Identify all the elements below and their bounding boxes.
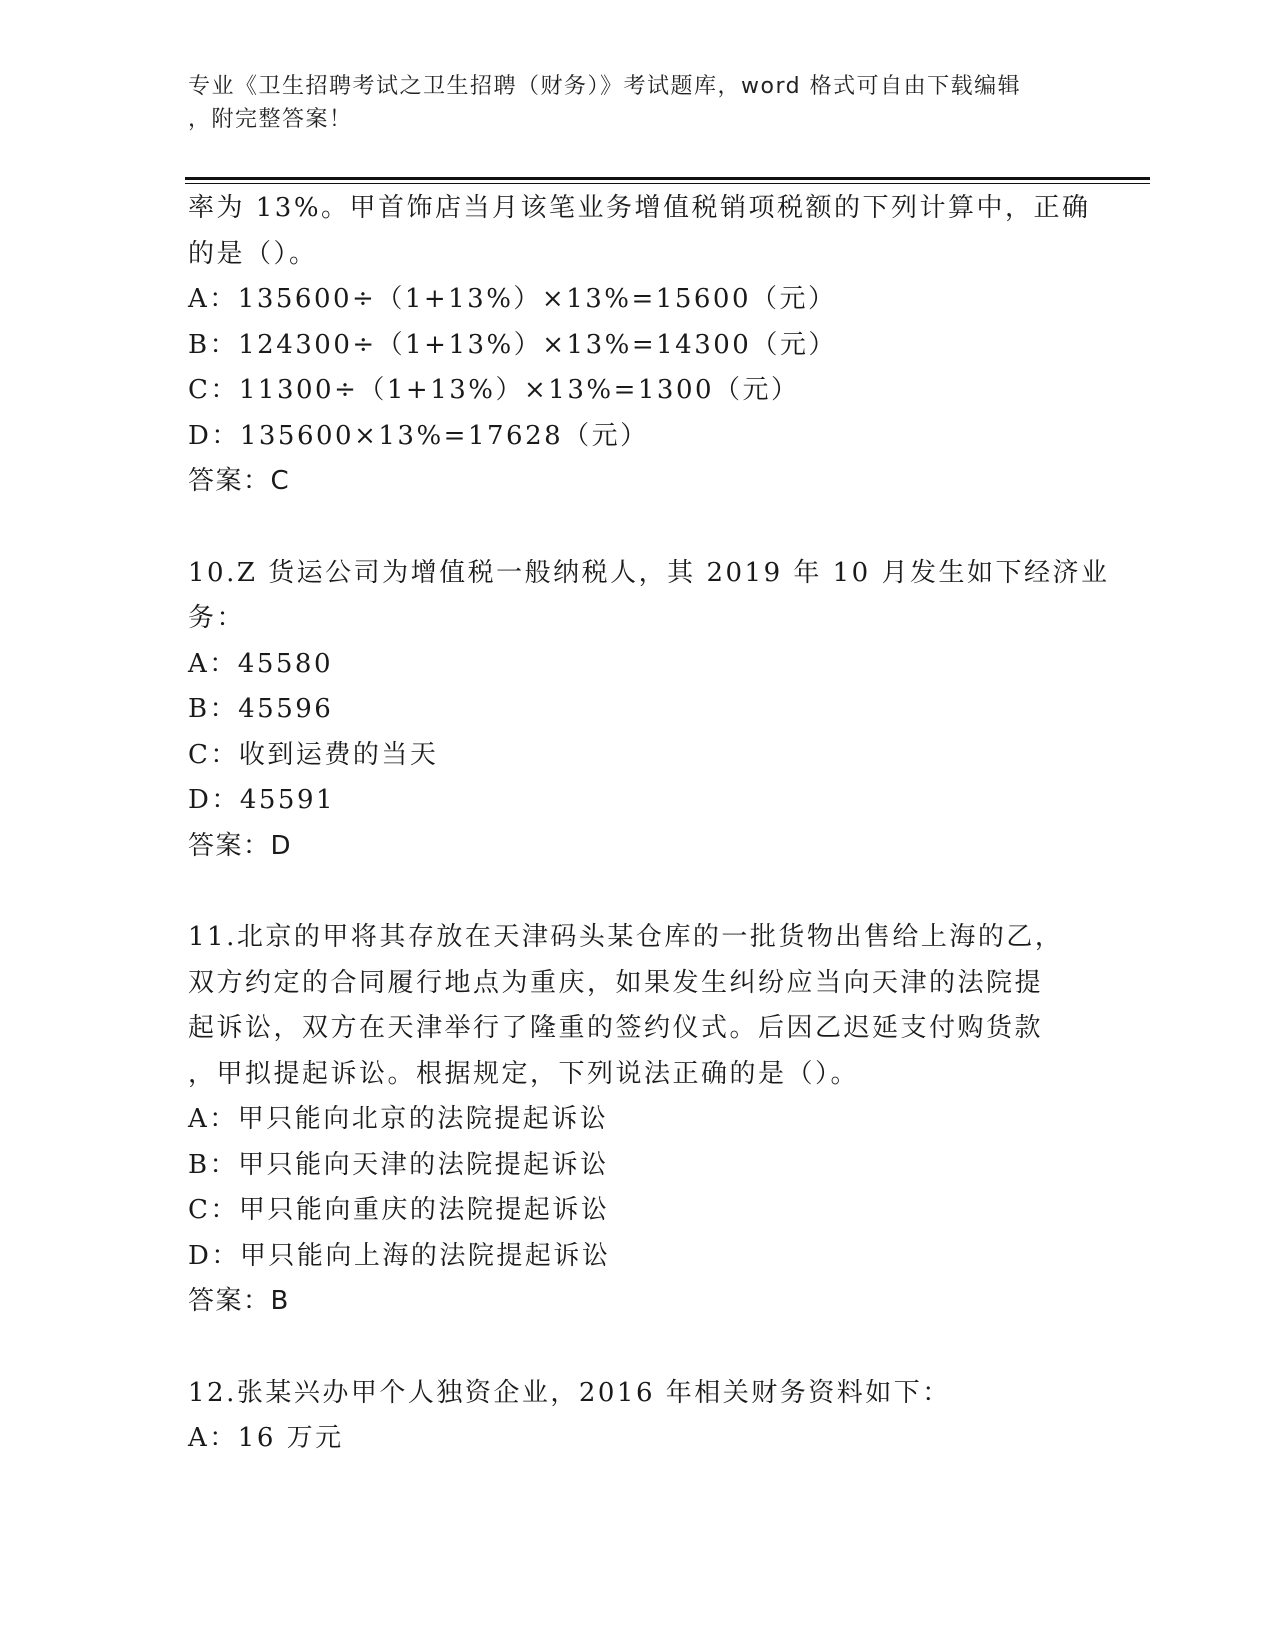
question-12-option-a: A：16 万元 bbox=[188, 1423, 344, 1453]
question-11-option-c: C：甲只能向重庆的法院提起诉讼 bbox=[188, 1195, 610, 1225]
question-10-option-a: A：45580 bbox=[188, 648, 333, 679]
question-12-stem-line: 12.张某兴办甲个人独资企业，2016 年相关财务资料如下： bbox=[188, 1377, 951, 1408]
question-11-stem-line: 11.北京的甲将其存放在天津码头某仓库的一批货物出售给上海的乙， bbox=[188, 922, 1064, 952]
header-rule-thin bbox=[185, 183, 1150, 184]
question-9-option-a: A：135600÷（1+13%）×13%=15600（元） bbox=[188, 284, 837, 314]
document-header bbox=[188, 70, 1088, 136]
question-list bbox=[188, 186, 1110, 1462]
question-9-stem-line: 的是（）。 bbox=[188, 238, 318, 269]
question-11-stem-line: ，甲拟提起诉讼。根据规定，下列说法正确的是（）。 bbox=[188, 1058, 860, 1089]
question-11-option-a: A：甲只能向北京的法院提起诉讼 bbox=[188, 1104, 609, 1134]
question-10-answer: 答案：D bbox=[188, 830, 293, 861]
header-line-1: 专业《卫生招聘考试之卫生招聘（财务）》考试题库，word 格式可自由下载编辑 bbox=[188, 74, 1022, 99]
header-divider bbox=[185, 177, 1150, 184]
question-11-stem-line: 起诉讼，双方在天津举行了隆重的签约仪式。后因乙迟延支付购货款 bbox=[188, 1013, 1044, 1043]
question-10-option-d: D：45591 bbox=[188, 785, 336, 815]
question-10-stem-line: 10.Z 货运公司为增值税一般纳税人，其 2019 年 10 月发生如下经济业 bbox=[188, 557, 1110, 588]
question-9-option-b: B：124300÷（1+13%）×13%=14300（元） bbox=[188, 329, 837, 360]
question-spacer bbox=[188, 869, 1088, 915]
question-10-option-b: B：45596 bbox=[188, 694, 334, 724]
question-10-option-c: C：收到运费的当天 bbox=[188, 739, 439, 770]
question-10 bbox=[188, 551, 1110, 870]
question-spacer bbox=[188, 1325, 1088, 1371]
question-9-answer: 答案：C bbox=[188, 466, 291, 496]
header-rule-thick bbox=[185, 177, 1150, 180]
header-line-2: ，附完整答案！ bbox=[188, 107, 353, 132]
question-11-option-d: D：甲只能向上海的法院提起诉讼 bbox=[188, 1240, 611, 1271]
question-9 bbox=[188, 186, 1091, 505]
question-spacer bbox=[188, 505, 1088, 551]
question-11-answer: 答案：B bbox=[188, 1286, 290, 1316]
question-11-option-b: B：甲只能向天津的法院提起诉讼 bbox=[188, 1149, 609, 1180]
question-9-option-d: D：135600×13%=17628（元） bbox=[188, 420, 649, 451]
question-11 bbox=[188, 915, 1088, 1325]
question-10-stem-line: 务： bbox=[188, 603, 246, 633]
question-11-stem-line: 双方约定的合同履行地点为重庆，如果发生纠纷应当向天津的法院提 bbox=[188, 967, 1044, 998]
question-12 bbox=[188, 1371, 1088, 1462]
question-9-stem-line: 率为 13%。甲首饰店当月该笔业务增值税销项税额的下列计算中，正确 bbox=[188, 193, 1091, 223]
question-9-option-c: C：11300÷（1+13%）×13%=1300（元） bbox=[188, 375, 800, 405]
